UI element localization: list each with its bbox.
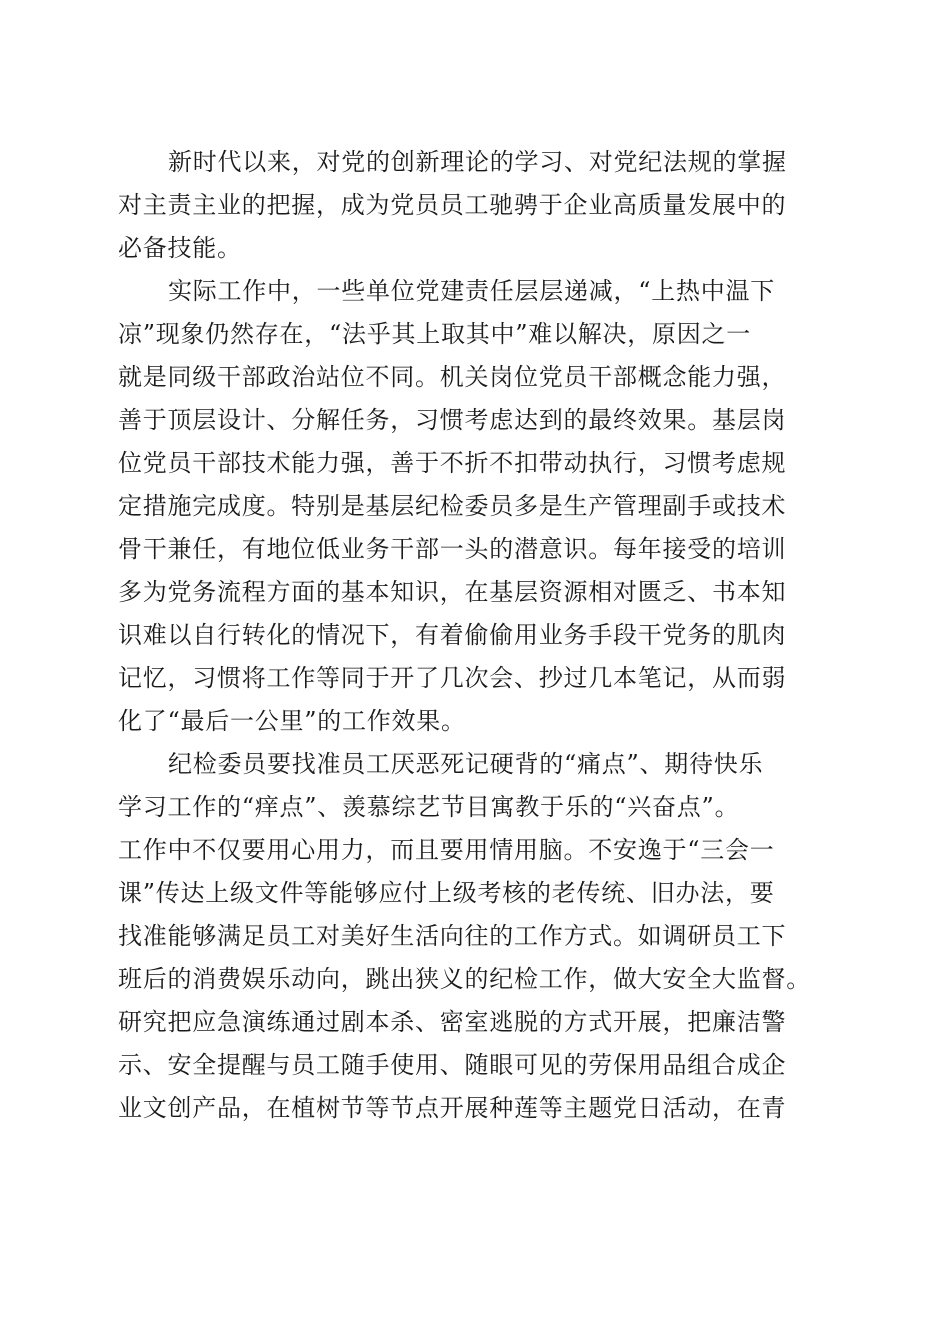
paragraph-3-line-8: 示、安全提醒与员工随手使用、随眼可见的劳保用品组合成企	[118, 1051, 787, 1079]
paragraph-2-line-9: 识难以自行转化的情况下，有着偷偷用业务手段干党务的肌肉	[118, 621, 787, 649]
paragraph-2-line-7: 骨干兼任，有地位低业务干部一头的潜意识。每年接受的培训	[118, 535, 787, 563]
paragraph-1-line-1: 新时代以来，对党的创新理论的学习、对党纪法规的掌握	[168, 148, 787, 176]
paragraph-2-line-10: 记忆，习惯将工作等同于开了几次会、抄过几本笔记，从而弱	[118, 664, 787, 692]
paragraph-3-line-2: 学习工作的“痒点”、羡慕综艺节目寓教于乐的“兴奋点”。	[118, 793, 740, 821]
paragraph-3-line-9: 业文创产品，在植树节等节点开展种莲等主题党日活动，在青	[118, 1094, 787, 1122]
paragraph-3-line-6: 班后的消费娱乐动向，跳出狭义的纪检工作，做大安全大监督。	[118, 965, 811, 993]
paragraph-1-line-3: 必备技能。	[118, 234, 242, 262]
paragraph-2-line-2: 凉”现象仍然存在，“法乎其上取其中”难以解决，原因之一	[118, 320, 752, 348]
paragraph-3-line-5: 找准能够满足员工对美好生活向往的工作方式。如调研员工下	[118, 922, 787, 950]
paragraph-3-line-3: 工作中不仅要用心用力，而且要用情用脑。不安逸于“三会一	[118, 836, 775, 864]
paragraph-3-line-7: 研究把应急演练通过剧本杀、密室逃脱的方式开展，把廉洁警	[118, 1008, 787, 1036]
paragraph-2-line-8: 多为党务流程方面的基本知识，在基层资源相对匮乏、书本知	[118, 578, 787, 606]
paragraph-2-line-1: 实际工作中，一些单位党建责任层层递减，“上热中温下	[168, 277, 776, 305]
paragraph-3-line-4: 课”传达上级文件等能够应付上级考核的老传统、旧办法，要	[118, 879, 775, 907]
paragraph-2-line-3: 就是同级干部政治站位不同。机关岗位党员干部概念能力强，	[118, 363, 787, 391]
paragraph-2-line-4: 善于顶层设计、分解任务，习惯考虑达到的最终效果。基层岗	[118, 406, 787, 434]
paragraph-1-line-2: 对主责主业的把握，成为党员员工驰骋于企业高质量发展中的	[118, 191, 787, 219]
paragraph-3-line-1: 纪检委员要找准员工厌恶死记硬背的“痛点”、期待快乐	[168, 750, 764, 778]
paragraph-2-line-11: 化了“最后一公里”的工作效果。	[118, 707, 466, 735]
document-body	[118, 141, 838, 1130]
paragraph-2-line-5: 位党员干部技术能力强，善于不折不扣带动执行，习惯考虑规	[118, 449, 787, 477]
paragraph-2-line-6: 定措施完成度。特别是基层纪检委员多是生产管理副手或技术	[118, 492, 787, 520]
